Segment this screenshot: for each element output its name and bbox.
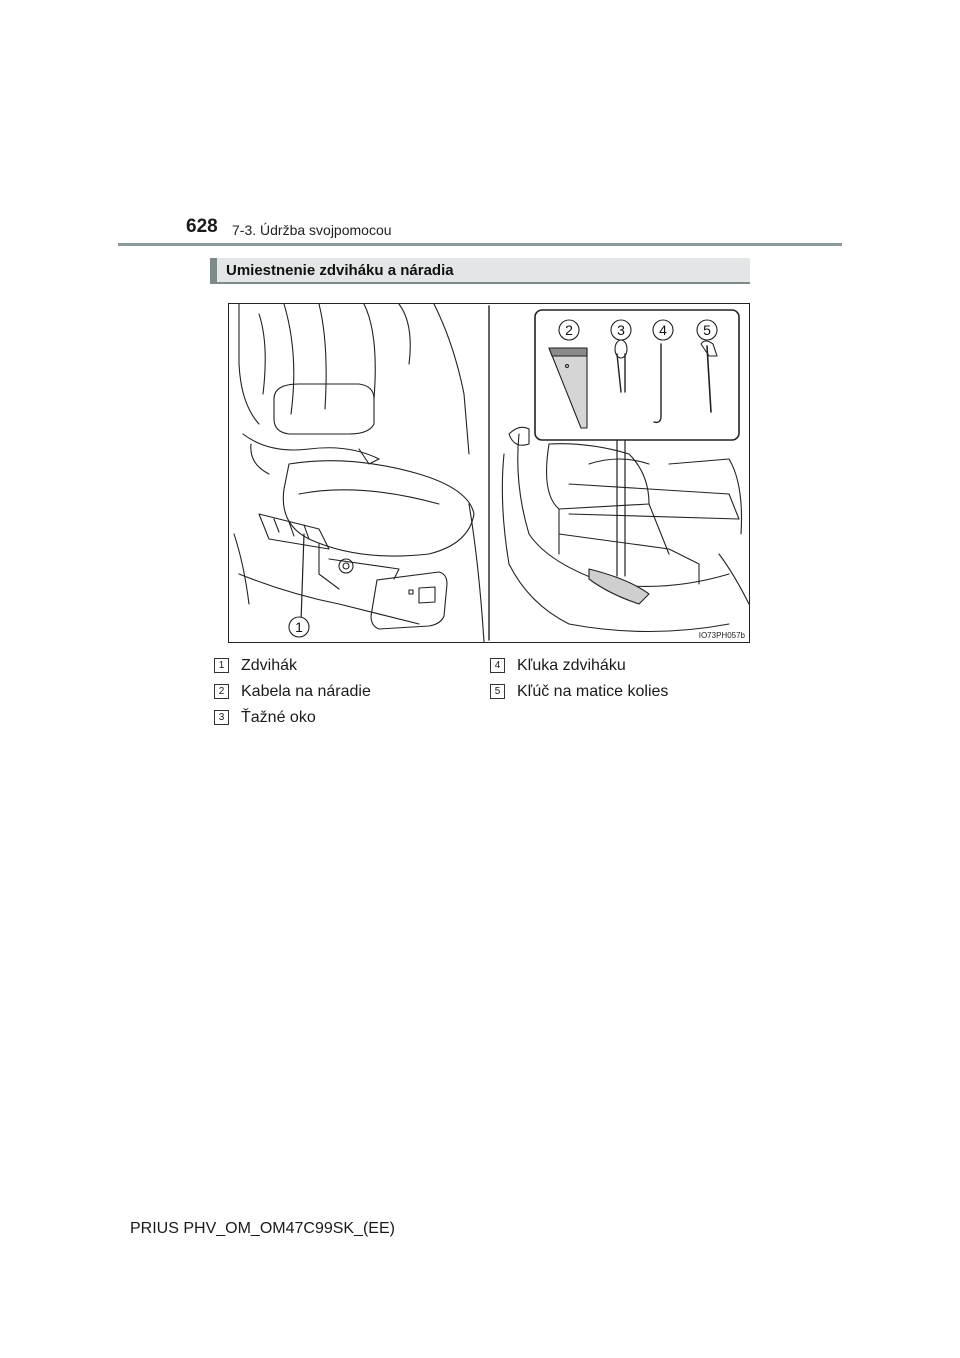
callout-4: 4: [659, 322, 667, 338]
callout-3: 3: [617, 322, 625, 338]
trunk-drawing: [502, 427, 749, 631]
legend-label: Kabela na náradie: [241, 683, 371, 700]
callout-2: 2: [565, 322, 573, 338]
footer-doc-id: PRIUS PHV_OM_OM47C99SK_(EE): [130, 1220, 395, 1237]
legend-number: 2: [214, 684, 229, 699]
header-rule: [118, 243, 842, 246]
breadcrumb: 7-3. Údržba svojpomocou: [232, 222, 392, 238]
section-heading: [210, 258, 750, 284]
legend-number: 3: [214, 710, 229, 725]
legend-item: [214, 657, 297, 677]
heading-accent-bar: [210, 258, 217, 282]
callout-1: 1: [295, 619, 303, 635]
legend-item: [214, 709, 316, 729]
legend-label: Kľúč na matice kolies: [517, 683, 669, 700]
jack-tools-illustration: [228, 303, 750, 643]
legend-number: 1: [214, 658, 229, 673]
legend-label: Kľuka zdviháku: [517, 657, 626, 674]
legend-label: Zdvihák: [241, 657, 298, 674]
legend-item: [490, 657, 626, 677]
legend-item: [214, 683, 371, 703]
illustration-drawing: [229, 304, 749, 642]
legend-number: 5: [490, 684, 505, 699]
page-number: 628: [186, 216, 218, 237]
legend-item: [490, 683, 668, 703]
callout-5: 5: [703, 322, 711, 338]
legend-label: Ťažné oko: [241, 709, 316, 726]
section-title: Umiestnenie zdviháku a náradia: [226, 262, 454, 279]
rear-seat-drawing: [234, 304, 484, 642]
legend-number: 4: [490, 658, 505, 673]
figure-code: IO73PH057b: [698, 631, 745, 640]
